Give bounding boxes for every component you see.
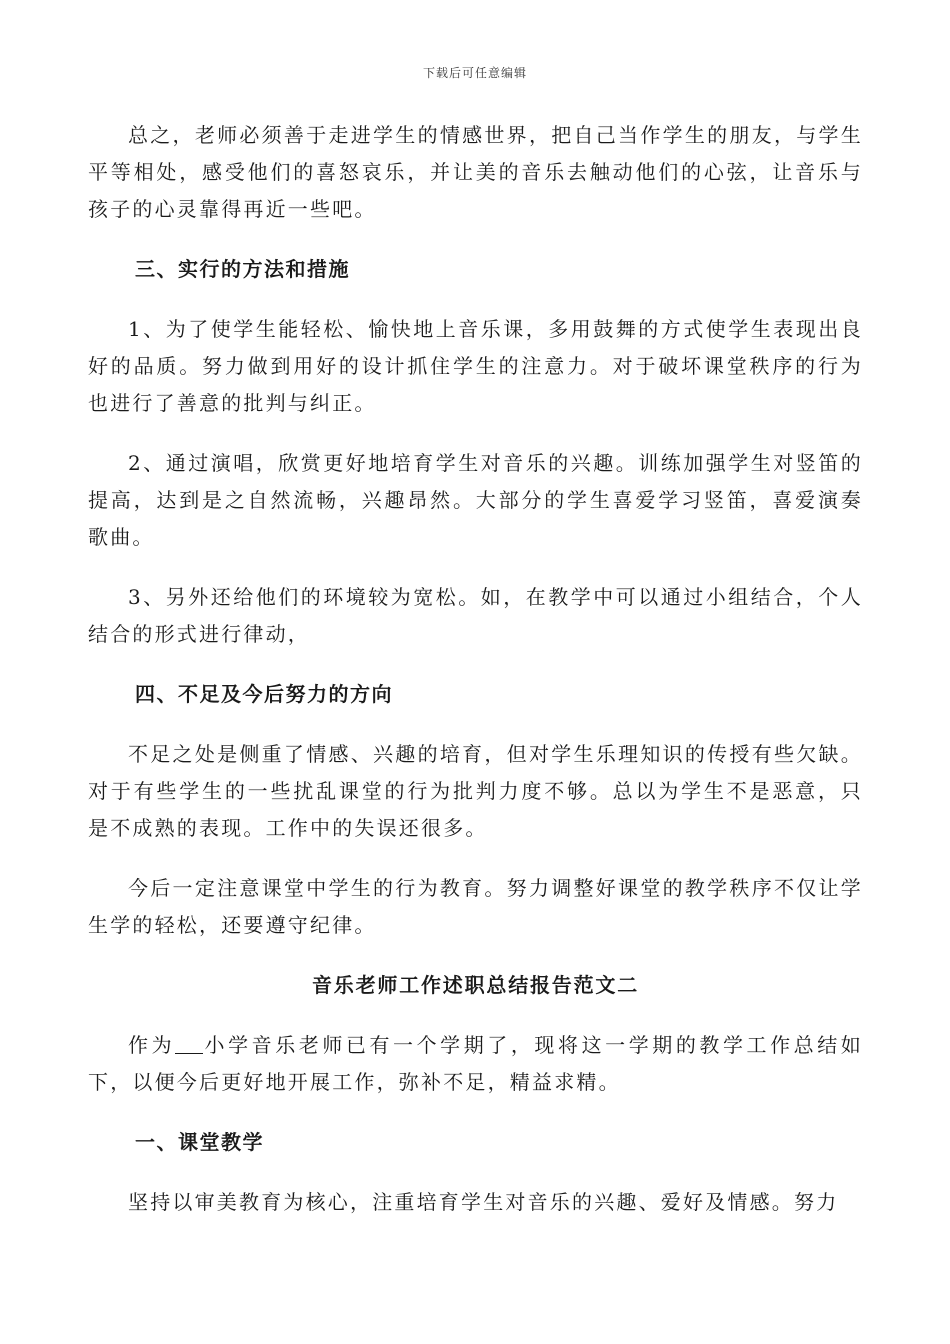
heading-text: 四、不足及今后努力的方向	[135, 682, 393, 706]
paragraph-text: 不足之处是侧重了情感、兴趣的培育，但对学生乐理知识的传授有些欠缺。对于有些学生的一些扰乱课堂的行为批判力度不够。总以为学生不是恶意，只是不成熟的表现。工作中的失误还很多。	[88, 742, 863, 840]
paragraph-future	[88, 870, 863, 944]
title-text: 音乐老师工作述职总结报告范文二	[312, 973, 639, 997]
paragraph-text: 1、为了使学生能轻松、愉快地上音乐课，多用鼓舞的方式使学生表现出良好的品质。努力做到用好的设计抓住学生的注意力。对于破坏课堂秩序的行为也进行了善意的批判与纠正。	[88, 317, 863, 415]
paragraph-measure-2	[88, 445, 863, 556]
paragraph-text	[88, 1027, 863, 1101]
document-body	[88, 117, 863, 1244]
section-heading-1	[88, 1124, 863, 1161]
paragraph-measure-3	[88, 579, 863, 653]
paragraph-measure-1	[88, 311, 863, 422]
paragraph-shortcomings	[88, 736, 863, 847]
paragraph-text: 2、通过演唱，欣赏更好地培育学生对音乐的兴趣。训练加强学生对竖笛的提高，达到是之自然流畅，兴趣昂然。大部分的学生喜爱学习竖笛，喜爱演奏歌曲。	[88, 451, 863, 549]
intro-text-start: 作为	[128, 1033, 176, 1057]
paragraph-summary	[88, 117, 863, 228]
paragraph-text: 总之，老师必须善于走进学生的情感世界，把自己当作学生的朋友，与学生平等相处，感受他们的喜怒哀乐，并让美的音乐去触动他们的心弦，让音乐与孩子的心灵靠得再近一些吧。	[88, 123, 863, 221]
heading-text: 一、课堂教学	[135, 1130, 264, 1154]
section-heading-3	[88, 251, 863, 288]
paragraph-text: 坚持以审美教育为核心，注重培育学生对音乐的兴趣、爱好及情感。努力	[128, 1190, 839, 1214]
header-note: 下载后可任意编辑	[422, 66, 527, 80]
paragraph-text: 今后一定注意课堂中学生的行为教育。努力调整好课堂的教学秩序不仅让学生学的轻松，还要遵守纪律。	[88, 876, 863, 937]
section-heading-4	[88, 676, 863, 713]
report-title-2	[88, 967, 863, 1004]
intro-text-rest: 小学音乐老师已有一个学期了，现将这一学期的教学工作总结如下，以便今后更好地开展工作，弥补不足，精益求精。	[88, 1033, 863, 1094]
paragraph-intro	[88, 1027, 863, 1101]
fill-in-blank	[175, 1035, 203, 1054]
paragraph-text: 3、另外还给他们的环境较为宽松。如，在教学中可以通过小组结合，个人结合的形式进行律动，	[88, 585, 863, 646]
paragraph-teaching	[88, 1184, 863, 1221]
heading-text: 三、实行的方法和措施	[135, 257, 350, 281]
